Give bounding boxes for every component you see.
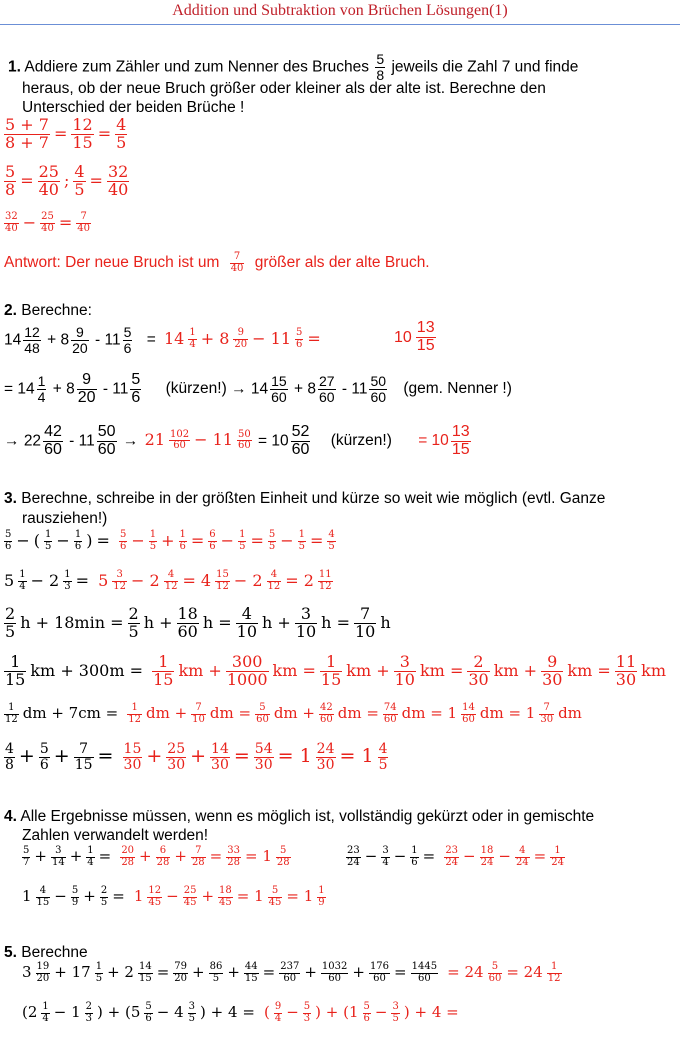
math-text: − 2	[233, 570, 263, 590]
fraction: $\frac{1}{12}$	[547, 961, 561, 984]
fraction: $\frac{4}{12}$	[164, 569, 178, 592]
fraction: $\frac{25}{40}$	[38, 162, 59, 199]
fraction: $\frac{1}{12}$	[5, 702, 18, 725]
fraction: $\frac{5}{9}$	[71, 885, 79, 908]
fraction: $\frac{54}{30}$	[254, 741, 273, 773]
task-4-expr-c	[20, 886, 328, 908]
task-4-expr-a	[20, 846, 293, 868]
fraction: $\frac{24}{30}$	[316, 741, 335, 773]
math-text: =	[310, 530, 324, 550]
fraction: $\frac{4}{5}$	[74, 162, 85, 199]
math-text: −	[364, 847, 378, 865]
fraction: $\frac{18}{60}$	[177, 604, 198, 641]
fraction: $\frac{12}{15}$	[72, 115, 93, 152]
fraction: $\frac{15}{60}$	[271, 373, 287, 405]
math-text: +	[227, 963, 240, 981]
fraction: $\frac{1}{6}$	[74, 529, 82, 552]
math-text: − 2	[30, 570, 60, 590]
math-text: km =	[419, 660, 464, 680]
fraction: $\frac{237}{60}$	[280, 961, 300, 984]
math-text: +	[201, 887, 215, 905]
fraction: $\frac{5}{6}$	[119, 529, 127, 552]
fraction: $\frac{1}{5}$	[298, 529, 305, 552]
task-1-line-2: heraus, ob der neue Bruch größer oder kleiner als der alte ist. Berechne den	[22, 80, 546, 97]
task-3-expr-6	[2, 742, 390, 772]
fraction: $\frac{1}{3}$	[64, 569, 71, 592]
fraction: $\frac{5}{5}$	[268, 529, 276, 552]
math-text: −	[393, 847, 407, 865]
math-text: +	[69, 847, 83, 865]
math-text: −	[220, 530, 235, 550]
math-text: =	[20, 170, 34, 190]
fraction: $\frac{33}{28}$	[227, 845, 240, 868]
fraction: $\frac{14}{15}$	[138, 961, 152, 984]
expression-solution	[96, 571, 335, 590]
task-2-result	[392, 320, 438, 355]
math-text: dm =	[209, 704, 252, 722]
fraction: $\frac{5 + 7}{8 + 7}$	[5, 115, 49, 152]
math-text: −	[56, 530, 70, 550]
fraction: $\frac{4}{8}$	[5, 741, 14, 773]
task-4-line-1	[4, 808, 594, 826]
fraction: $\frac{74}{60}$	[383, 702, 397, 725]
fraction: $\frac{79}{20}$	[174, 961, 188, 984]
math-text: dm +	[273, 704, 315, 722]
fraction: $\frac{5}{45}$	[268, 885, 282, 908]
math-text: − 1	[53, 1003, 81, 1021]
fraction: $\frac{4}{15}$	[36, 885, 50, 908]
math-text: h	[380, 612, 391, 632]
fraction: $\frac{4}{5}$	[378, 741, 388, 773]
math-text: +	[352, 963, 365, 981]
fraction: $\frac{4}{5}$	[328, 529, 335, 552]
fraction: $\frac{7}{40}$	[230, 251, 244, 274]
fraction: $\frac{3}{5}$	[188, 1001, 196, 1024]
task-5-title	[4, 944, 88, 962]
fraction: $\frac{5}{28}$	[276, 845, 290, 868]
task-text: Addiere zum Zähler und zum Nenner des Bruches	[24, 58, 370, 76]
fraction: $\frac{4}{10}$	[236, 604, 258, 641]
math-text: = 1	[236, 887, 264, 905]
fraction: $\frac{25}{30}$	[167, 741, 186, 773]
expression	[20, 885, 127, 908]
math-text: km +	[178, 660, 222, 680]
fraction: $\frac{5}{6}$	[123, 324, 132, 356]
fraction: $\frac{18}{45}$	[219, 885, 232, 908]
math-text: −	[131, 530, 145, 550]
fraction: $\frac{9}{20}$	[72, 324, 88, 356]
math-text: h + 18min =	[20, 612, 124, 632]
fraction: $\frac{5}{8}$	[5, 162, 16, 199]
fraction: $\frac{50}{60}$	[370, 373, 387, 405]
fraction: $\frac{15}{12}$	[216, 569, 229, 592]
fraction: $\frac{23}{24}$	[445, 845, 459, 868]
fraction: $\frac{5}{8}$	[376, 51, 385, 83]
expression	[2, 531, 112, 550]
math-text: − 11	[252, 328, 291, 348]
math-text: ) + (1	[315, 1003, 359, 1021]
expression-solution	[121, 741, 391, 773]
task-text: Alle Ergebnisse müssen, wenn es möglich ist, vollständig gekürzt oder in gemischte	[20, 808, 595, 825]
math-text: =	[89, 170, 103, 190]
math-text: dm = 1	[479, 704, 536, 722]
math-text: + 8	[200, 328, 230, 348]
fraction: $\frac{102}{60}$	[170, 428, 190, 452]
math-text: −	[166, 887, 179, 905]
expression	[2, 702, 120, 725]
fraction: $\frac{27}{60}$	[319, 373, 335, 405]
math-text: (2	[22, 1003, 38, 1021]
fraction: $\frac{9}{4}$	[274, 1001, 282, 1024]
math-text: =	[112, 887, 125, 905]
math-text: km =	[567, 660, 611, 680]
math-text: + 17	[54, 963, 91, 981]
expression-solution	[442, 845, 567, 868]
task-2-row-3-solution	[143, 428, 254, 452]
fraction: $\frac{25}{40}$	[41, 211, 54, 234]
task-number: 2.	[4, 302, 17, 319]
fraction: $\frac{1}{5}$	[45, 529, 52, 552]
math-text: +	[139, 847, 152, 865]
math-text: +	[190, 745, 207, 768]
math-text: +	[192, 963, 205, 981]
math-text: =	[307, 328, 321, 348]
task-text: jeweils die Zahl 7 und finde	[391, 58, 579, 76]
expression-solution	[150, 652, 668, 689]
fraction: $\frac{5}{6}$	[131, 371, 141, 406]
fraction: $\frac{86}{5}$	[209, 961, 223, 984]
fraction: $\frac{1}{5}$	[95, 961, 103, 984]
math-text: −	[286, 1003, 299, 1021]
expression	[344, 845, 437, 868]
math-text: h =	[202, 612, 232, 632]
math-text: = 1	[277, 745, 312, 768]
arrow-icon: →	[122, 432, 139, 450]
fraction: $\frac{1032}{60}$	[321, 961, 348, 984]
math-text: ) + 4 =	[200, 1003, 255, 1021]
math-text: km	[641, 660, 667, 680]
fraction: $\frac{1445}{60}$	[411, 961, 438, 984]
solution-1-line-1	[2, 117, 129, 152]
fraction: $\frac{1}{15}$	[5, 652, 26, 689]
fraction: $\frac{1}{15}$	[320, 652, 342, 689]
fraction: $\frac{13}{15}$	[416, 319, 435, 354]
fraction: $\frac{1}{24}$	[551, 845, 564, 868]
math-text: =	[262, 963, 276, 981]
fraction: $\frac{42}{60}$	[319, 702, 333, 725]
expression-solution	[117, 531, 338, 550]
fraction: $\frac{4}{5}$	[116, 115, 127, 152]
fraction: $\frac{15}{30}$	[123, 741, 142, 773]
task-4-expr-b	[344, 846, 567, 868]
fraction: $\frac{7}{10}$	[354, 604, 376, 641]
fraction: $\frac{1}{9}$	[318, 885, 325, 908]
fraction: $\frac{7}{28}$	[191, 845, 205, 868]
math-text: km +	[493, 660, 538, 680]
fraction: $\frac{20}{28}$	[121, 845, 135, 868]
math-text: 5	[4, 570, 15, 590]
fraction: $\frac{5}{60}$	[488, 961, 502, 984]
math-text: =	[98, 847, 112, 865]
task-3-expr-5	[2, 703, 584, 725]
fraction: $\frac{176}{60}$	[369, 961, 390, 984]
math-text: +	[83, 887, 96, 905]
math-text: ;	[63, 170, 70, 190]
fraction: $\frac{1}{5}$	[149, 529, 157, 552]
task-3-expr-1	[2, 530, 338, 552]
expression	[2, 571, 91, 590]
math-text: h +	[143, 612, 173, 632]
task-5-expr-a	[20, 962, 564, 984]
math-text: =	[250, 530, 264, 550]
fraction: $\frac{3}{14}$	[51, 845, 65, 868]
math-text: =	[156, 963, 170, 981]
fraction: $\frac{1}{5}$	[239, 529, 246, 552]
fraction: $\frac{1}{4}$	[37, 373, 46, 405]
math-text: (	[33, 530, 41, 550]
fraction: $\frac{14}{60}$	[462, 702, 475, 725]
math-text: dm + 7cm =	[22, 704, 119, 722]
fraction: $\frac{1}{4}$	[87, 845, 94, 868]
math-text: dm +	[146, 704, 188, 722]
math-text: h +	[262, 612, 291, 632]
math-text: = 1	[244, 847, 272, 865]
math-text: +	[146, 745, 163, 768]
fraction: $\frac{3}{5}$	[392, 1001, 399, 1024]
task-3-line-1	[4, 490, 605, 508]
math-text: 1	[22, 887, 32, 905]
math-text: =	[97, 123, 112, 143]
fraction: $\frac{12}{48}$	[24, 324, 40, 356]
task-2-row-1: 14 $\frac{12}{48}$ + 8 $\frac{9}{20}$ - 11 $\frac{5}{6}$ =	[4, 324, 156, 356]
fraction: $\frac{1}{4}$	[42, 1001, 49, 1024]
math-text: +	[34, 847, 47, 865]
fraction: $\frac{11}{30}$	[615, 652, 637, 689]
expression	[20, 845, 113, 868]
math-text: − 2	[131, 570, 160, 590]
fraction: $\frac{42}{60}$	[44, 423, 62, 458]
math-text: dm	[558, 704, 582, 722]
math-text: 5	[98, 570, 109, 590]
math-text: = 1	[339, 745, 374, 768]
math-text: h =	[321, 612, 350, 632]
fraction: $\frac{1}{15}$	[153, 652, 174, 689]
fraction: $\frac{6}{6}$	[209, 529, 216, 552]
solution-1-line-2	[2, 164, 131, 199]
math-text: dm = 1	[401, 704, 458, 722]
fraction: $\frac{3}{10}$	[394, 652, 415, 689]
fraction: $\frac{7}{15}$	[74, 741, 93, 773]
fraction: $\frac{2}{5}$	[100, 885, 108, 908]
task-text: Berechne	[21, 944, 88, 961]
fraction: $\frac{7}{40}$	[77, 211, 91, 234]
math-text: 21	[144, 430, 166, 450]
math-text: −	[54, 887, 67, 905]
expression-solution	[125, 702, 584, 725]
task-3-line-2: rausziehen!)	[22, 510, 108, 527]
math-text: = 4	[182, 570, 212, 590]
task-number: 4.	[4, 808, 17, 825]
math-text: 14	[164, 328, 185, 348]
task-4-line-2: Zahlen verwandelt werden!	[22, 827, 209, 844]
math-text: km + 300m =	[30, 660, 144, 680]
expression-solution	[262, 1001, 461, 1024]
task-3-expr-4	[2, 654, 668, 689]
fraction: $\frac{2}{5}$	[128, 604, 139, 641]
math-text: −	[280, 530, 294, 550]
fraction: $\frac{4}{12}$	[267, 569, 281, 592]
task-1-line-3: Unterschied der beiden Brüche !	[22, 99, 245, 116]
math-text: −	[498, 847, 511, 865]
fraction: $\frac{3}{10}$	[295, 604, 317, 641]
fraction: $\frac{12}{45}$	[148, 885, 162, 908]
fraction: $\frac{5}{60}$	[256, 702, 269, 725]
math-text: =	[96, 530, 110, 550]
fraction: $\frac{50}{60}$	[97, 423, 116, 458]
math-text: km +	[346, 660, 390, 680]
expression	[2, 741, 115, 773]
fraction: $\frac{6}{28}$	[156, 845, 170, 868]
fraction: $\frac{9}{20}$	[77, 371, 96, 406]
fraction: $\frac{11}{12}$	[318, 569, 332, 592]
task-3-expr-2	[2, 570, 335, 592]
fraction: $\frac{50}{60}$	[237, 428, 251, 452]
task-2-row-2: = 14 $\frac{1}{4}$ + 8 $\frac{9}{20}$ - 11 $\frac{5}{6}$ (kürzen!) → 14 $\frac{15}{60}$ + 8 $\frac{27}{60}$ - 11 $\frac{50}{60}$ (gem. Nenner !)	[4, 371, 512, 406]
fraction: $\frac{4}{24}$	[515, 845, 529, 868]
task-1-line-1	[8, 52, 578, 82]
math-text: −	[22, 212, 37, 232]
fraction: $\frac{32}{40}$	[5, 211, 18, 234]
math-text: =	[209, 847, 223, 865]
fraction: $\frac{9}{20}$	[234, 327, 248, 350]
math-text: =	[58, 212, 73, 232]
fraction: $\frac{5}{6}$	[363, 1001, 370, 1024]
fraction: $\frac{19}{20}$	[36, 961, 50, 984]
fraction: $\frac{2}{5}$	[5, 604, 16, 641]
math-text: =	[422, 847, 436, 865]
task-number: 3.	[4, 490, 17, 507]
fraction: $\frac{3}{12}$	[113, 569, 127, 592]
math-text: =	[190, 530, 205, 550]
task-2-row-1-solution	[162, 328, 323, 350]
expression	[20, 1001, 257, 1024]
fraction: $\frac{1}{6}$	[411, 845, 418, 868]
math-text: 10	[394, 328, 412, 346]
expression-solution	[118, 845, 292, 868]
fraction: $\frac{5}{3}$	[303, 1001, 311, 1024]
task-text: Berechne, schreibe in der größten Einheit und kürze so weit wie möglich (evtl. Ganze	[21, 490, 606, 507]
math-text: +	[53, 745, 70, 768]
fraction: $\frac{23}{24}$	[347, 845, 360, 868]
fraction: $\frac{300}{1000}$	[226, 652, 268, 689]
fraction: $\frac{7}{10}$	[192, 702, 205, 725]
math-text: =	[233, 745, 250, 768]
math-text: (	[263, 1003, 270, 1021]
answer-text: Antwort: Der neue Bruch ist um	[4, 254, 220, 272]
fraction: $\frac{5}{7}$	[23, 845, 30, 868]
math-text: −	[374, 1003, 388, 1021]
math-text: =	[97, 745, 114, 768]
math-text: −	[16, 530, 30, 550]
math-text: =	[53, 123, 68, 143]
task-2-row-3: → 22 $\frac{42}{60}$ - 11 $\frac{50}{60}$ → 21 $\frac{102}{60}$ − 11 $\frac{50}{60}$ = 10 $\frac{52}{60}$ (kürzen!) = 10 $\frac{13}{15}$	[4, 423, 470, 458]
answer-1	[4, 252, 430, 274]
math-text: 3	[22, 963, 32, 981]
fraction: $\frac{5}{6}$	[296, 327, 303, 350]
math-text: + 2	[107, 963, 134, 981]
fraction: $\frac{3}{4}$	[382, 845, 389, 868]
math-text: dm =	[337, 704, 379, 722]
fraction: $\frac{2}{30}$	[468, 652, 489, 689]
fraction: $\frac{14}{30}$	[211, 741, 229, 773]
answer-text: größer als der alte Bruch.	[254, 254, 430, 272]
math-text: ) + (5	[97, 1003, 141, 1021]
fraction: $\frac{52}{60}$	[291, 423, 310, 458]
math-text: +	[174, 847, 187, 865]
fraction: $\frac{1}{6}$	[179, 529, 186, 552]
fraction: $\frac{13}{15}$	[451, 423, 470, 458]
fraction: $\frac{5}{6}$	[5, 529, 12, 552]
math-text: −	[463, 847, 476, 865]
math-text: = 24	[506, 963, 543, 981]
fraction: $\frac{44}{15}$	[244, 961, 258, 984]
fraction: $\frac{25}{45}$	[183, 885, 197, 908]
arrow-icon: →	[231, 380, 247, 398]
fraction: $\frac{1}{4}$	[189, 327, 196, 350]
math-text: +	[18, 745, 35, 768]
math-text: ) + 4 =	[403, 1003, 459, 1021]
arrow-icon: →	[4, 432, 20, 450]
math-text: 1	[133, 887, 144, 905]
task-number: 1.	[8, 58, 21, 76]
math-text: +	[161, 530, 175, 550]
fraction: $\frac{2}{3}$	[85, 1001, 93, 1024]
math-text: =	[533, 847, 547, 865]
math-text: =	[75, 570, 90, 590]
math-text: )	[86, 530, 93, 550]
math-text: − 4	[156, 1003, 184, 1021]
task-2-title	[4, 302, 92, 320]
fraction: $\frac{18}{24}$	[480, 845, 494, 868]
fraction: $\frac{5}{6}$	[39, 741, 49, 773]
task-number: 5.	[4, 944, 17, 961]
math-text: − 11	[194, 430, 233, 450]
expression-solution	[132, 885, 328, 908]
task-text: Berechne:	[21, 302, 92, 319]
fraction: $\frac{32}{40}$	[107, 162, 129, 199]
task-3-expr-3	[2, 606, 393, 641]
math-text: km =	[272, 660, 316, 680]
math-text: = 24	[447, 963, 484, 981]
math-text: =	[394, 963, 407, 981]
expression-solution	[445, 961, 563, 984]
expression	[2, 604, 393, 641]
solution-1-line-3	[2, 212, 93, 234]
fraction: $\frac{9}{30}$	[542, 652, 563, 689]
page-header: Addition und Subtraktion von Brüchen Lösungen(1)	[0, 0, 680, 25]
math-text: +	[304, 963, 317, 981]
fraction: $\frac{1}{12}$	[128, 702, 141, 725]
expression	[2, 652, 145, 689]
fraction: $\frac{1}{4}$	[19, 569, 26, 592]
math-text: = 2	[285, 570, 314, 590]
math-text: = 1	[286, 887, 314, 905]
task-5-expr-b	[20, 1002, 461, 1024]
fraction: $\frac{5}{6}$	[145, 1001, 152, 1024]
expression	[20, 961, 440, 984]
fraction: $\frac{7}{30}$	[540, 702, 554, 725]
